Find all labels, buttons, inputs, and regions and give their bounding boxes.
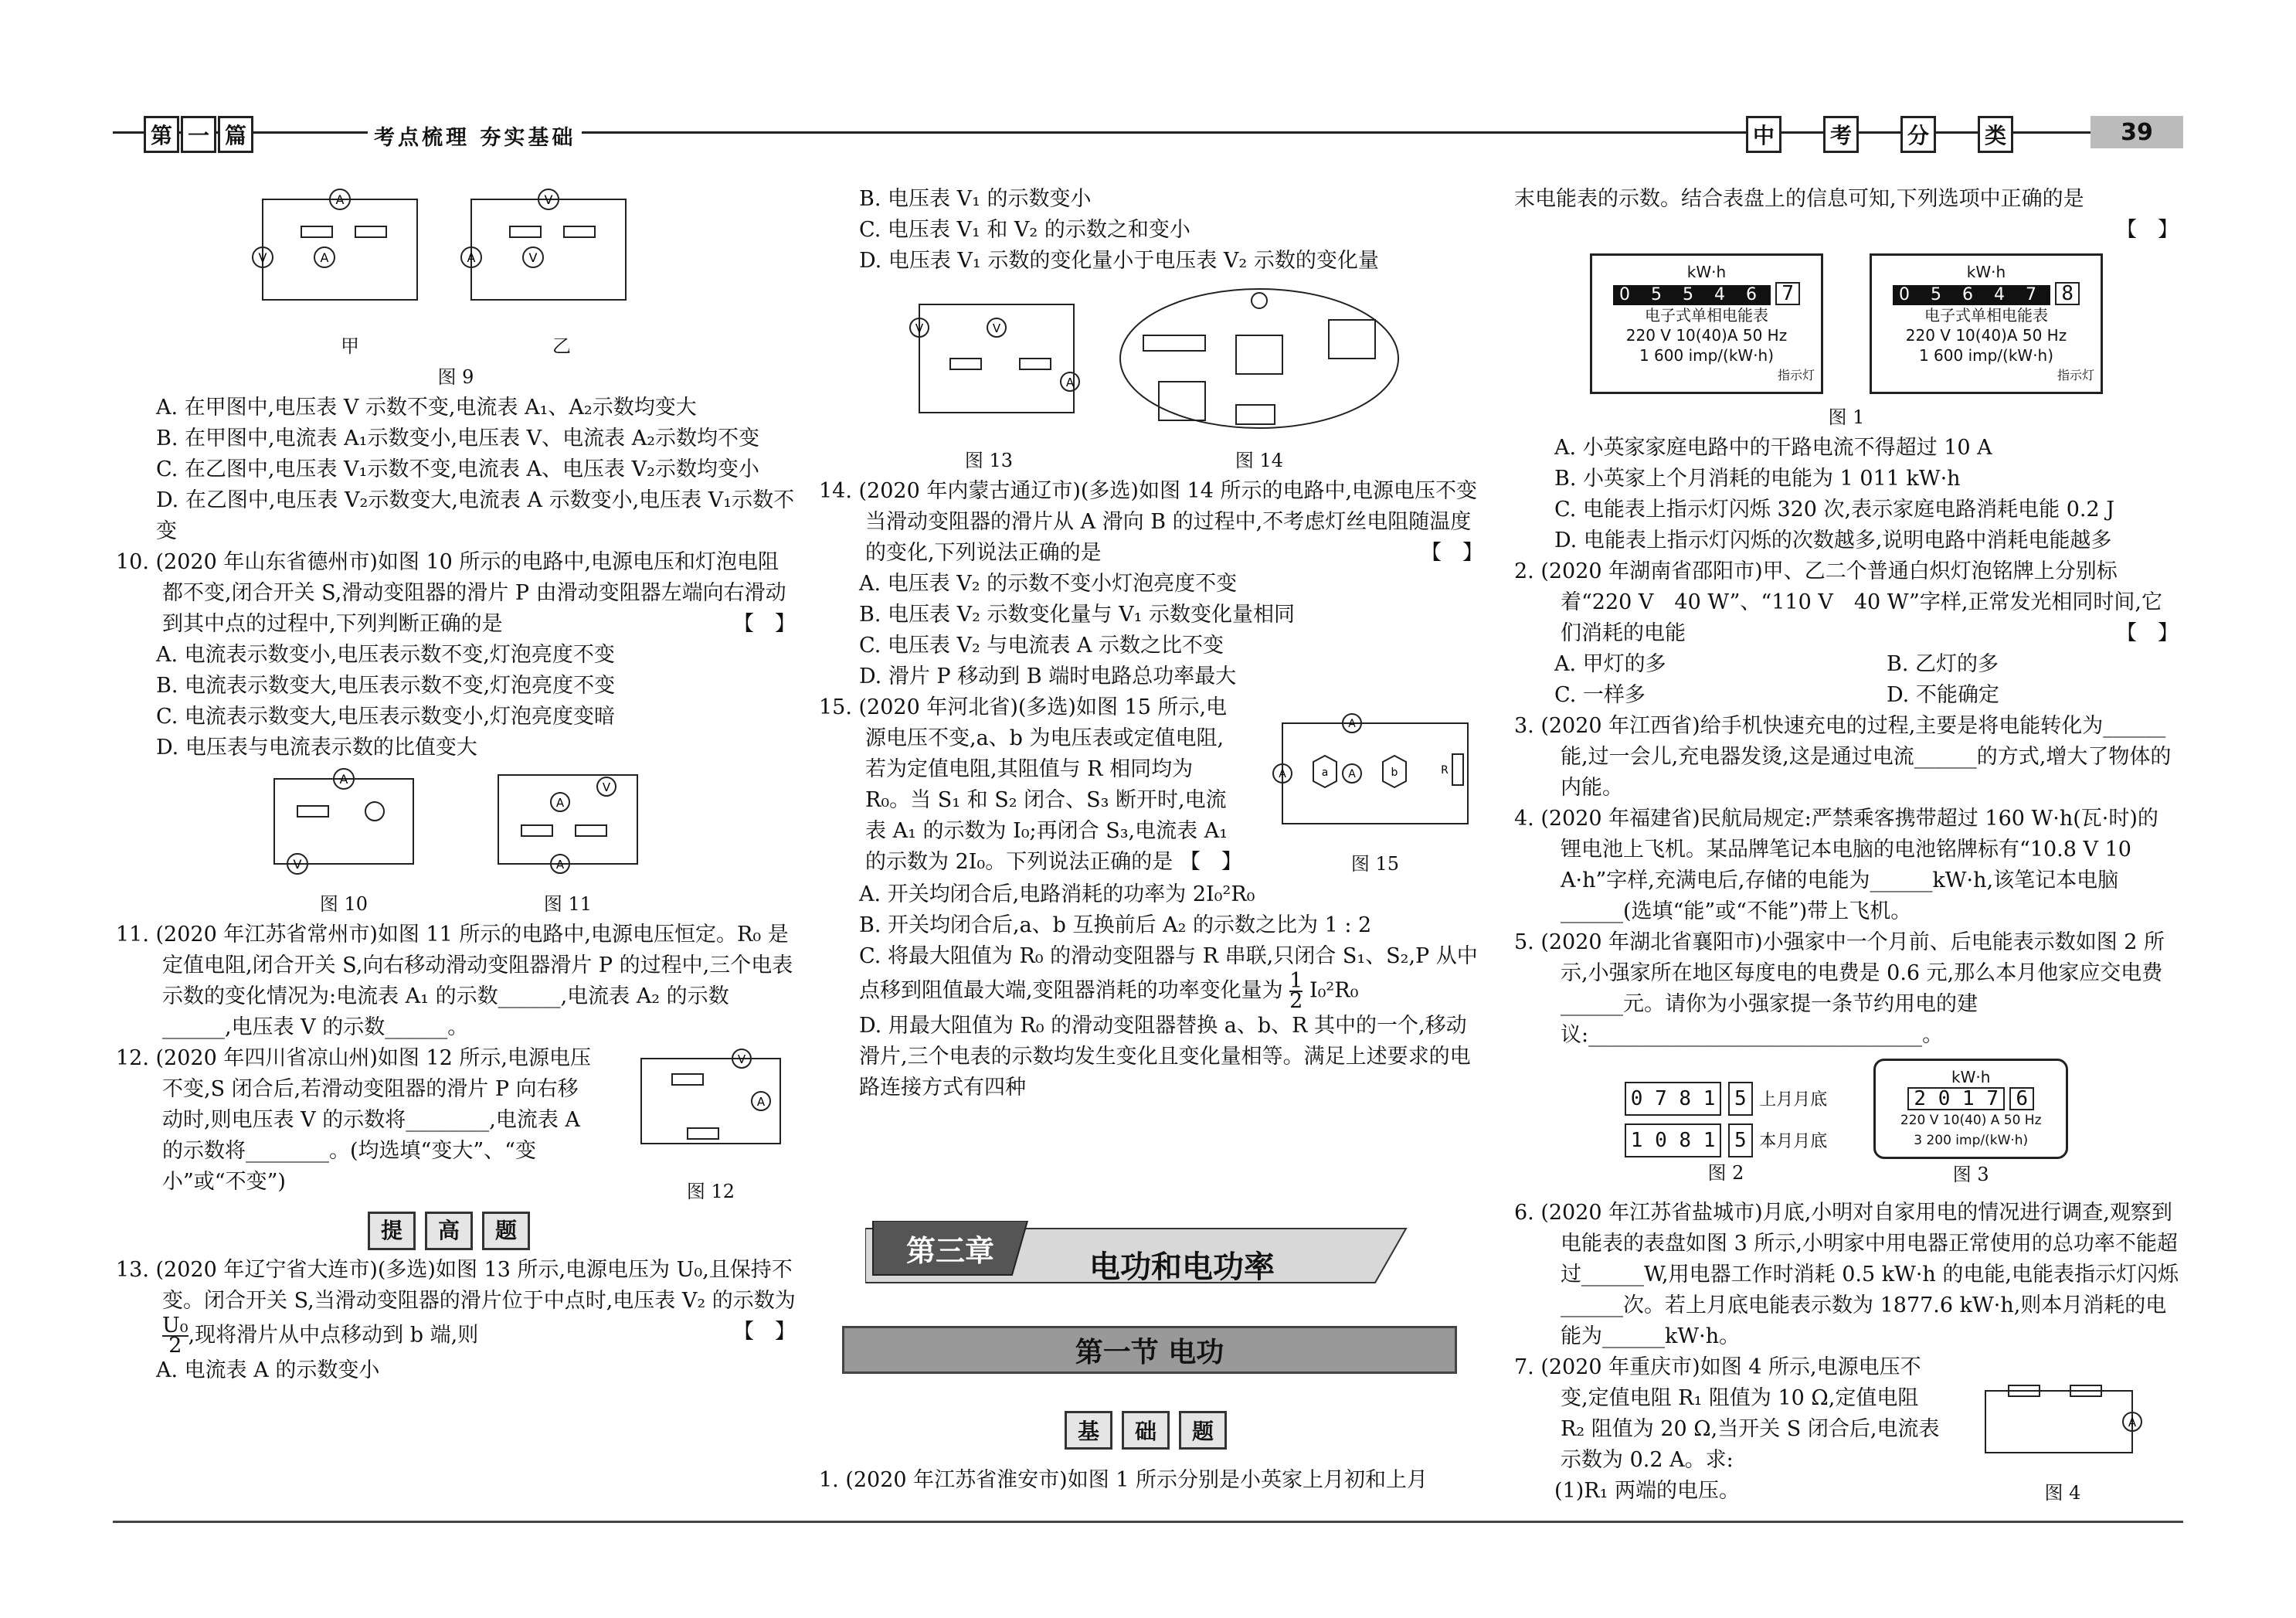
- figures-13-14: [819, 281, 1483, 476]
- figure-1-caption: 图 1: [1828, 406, 1865, 428]
- q13-option-a: A. 电流表 A 的示数变小: [156, 1358, 380, 1382]
- svg-text:V: V: [602, 780, 611, 794]
- q14-stem: 14. (2020 年内蒙古通辽市)(多选)如图 14 所示的电路中,电源电压不变当滑动变阻器的滑片从 A 滑向 B 的过程中,不考虑灯丝电阻随温度的变化,下列说法正确的是 【 】: [819, 479, 1483, 565]
- svg-text:R: R: [1441, 764, 1449, 777]
- q15-option-d: D. 用最大阻值为 R₀ 的滑动变阻器替换 a、b、R 其中的一个,移动滑片,三个电表的示数均发生变化且变化量相等。满足上述要求的电路连接方式有四种: [859, 1014, 1471, 1100]
- q11-text: 11. (2020 年江苏省常州市)如图 11 所示的电路中,电源电压恒定。R₀ 是定值电阻,闭合开关 S,向右移动滑动变阻器滑片 P 的过程中,三个电表示数的变化情况为:电流表 A₁ 的示数______,电流表 A₂ 的示数______,电压表 V 的示数______。: [116, 923, 793, 1039]
- section-title: 第一节 电功: [842, 1326, 1457, 1374]
- chapter-number: 第三章: [905, 1234, 994, 1268]
- figure-13-circuit: [896, 281, 1082, 436]
- q10-option-b: B. 电流表示数变大,电压表示数不变,灯泡亮度不变: [156, 674, 616, 698]
- q15-block: [819, 692, 1483, 879]
- right-column: [1514, 184, 2179, 1508]
- svg-text:A: A: [1348, 718, 1356, 730]
- figure-11-circuit: [491, 763, 645, 879]
- badge-jichu: 基 础 题: [1060, 1411, 1231, 1450]
- svg-text:A: A: [756, 1095, 766, 1109]
- q1-stem-continued: 末电能表的示数。结合表盘上的信息可知,下列选项中正确的是: [1514, 187, 2084, 211]
- q4-text: 4. (2020 年福建省)民航局规定:严禁乘客携带超过 160 W·h(瓦·时)的锂电池上飞机。某品牌笔记本电脑的电池铭牌标有“10.8 V 10 A·h”字样,充满电后,存储的电能为______kW·h,该笔记本电脑______(选填“能”或“不能”)带上飞机。: [1514, 807, 2158, 923]
- q7-text: 7. (2020 年重庆市)如图 4 所示,电源电压不变,定值电阻 R₁ 阻值为 10 Ω,定值电阻 R₂ 阻值为 20 Ω,当开关 S 闭合后,电流表示数为 0.2 A。求:: [1514, 1355, 1940, 1472]
- q9-option-b: B. 在甲图中,电流表 A₁示数变小,电压表 V、电流表 A₂示数均不变: [156, 427, 760, 450]
- q1-bracket: 【 】: [2116, 218, 2179, 242]
- header-subtitle: 考点梳理 夯实基础: [368, 121, 582, 151]
- figure-2: 0 7 8 1 5 上月月底 1 0 8 1 5 本月月底 图 2: [1625, 1059, 1827, 1190]
- figure-12-circuit: [626, 1043, 796, 1167]
- figure-15-circuit: [1267, 708, 1483, 839]
- q3-text: 3. (2020 年江西省)给手机快速充电的过程,主要是将电能转化为______能,过一会儿,充电器发烫,这是通过电流______的方式,增大了物体的内能。: [1514, 714, 2172, 800]
- svg-text:A: A: [467, 250, 476, 265]
- svg-text:A: A: [335, 192, 345, 207]
- svg-text:V: V: [258, 250, 267, 265]
- footer-rule: [113, 1521, 2183, 1523]
- q10-option-c: C. 电流表示数变大,电压表示数变小,灯泡亮度变暗: [156, 705, 616, 729]
- svg-text:A: A: [2128, 1416, 2137, 1429]
- figure-4-circuit: [1970, 1368, 2155, 1468]
- header-right-box-4: 类: [1978, 116, 2013, 153]
- q5-text: 5. (2020 年湖北省襄阳市)小强家中一个月前、后电能表示数如图 2 所示,小强家所在地区每度电的电费是 0.6 元,那么本月他家应交电费______元。请你为小强家提一条节约用电的建议:________________________________。: [1514, 930, 2165, 1047]
- q14-option-b: B. 电压表 V₂ 示数变化量与 V₁ 示数变化量相同: [859, 603, 1295, 627]
- q13-stem: 13. (2020 年辽宁省大连市)(多选)如图 13 所示,电源电压为 U₀,且保持不变。闭合开关 S,当滑动变阻器的滑片位于中点时,电压表 V₂ 的示数为 $\frac{\text{U₀}}{2}$ ,现将滑片从中点移动到 b 端,则 【 】: [116, 1258, 796, 1358]
- svg-text:A: A: [1279, 768, 1286, 780]
- middle-column: [819, 184, 1483, 1103]
- figure-4-caption: 图 4: [2044, 1482, 2081, 1504]
- q1-option-a: A. 小英家家庭电路中的干路电流不得超过 10 A: [1554, 436, 1992, 460]
- q14-option-d: D. 滑片 P 移动到 B 端时电路总功率最大: [859, 665, 1237, 688]
- svg-text:a: a: [1321, 767, 1329, 779]
- page-header: [113, 116, 2183, 150]
- q10-option-d: D. 电压表与电流表示数的比值变大: [156, 736, 477, 760]
- header-right-box-1: 中: [1746, 116, 1781, 153]
- header-box-1: 第: [144, 116, 179, 153]
- header-box-2: 一: [181, 116, 216, 153]
- q9-option-a: A. 在甲图中,电压表 V 示数不变,电流表 A₁、A₂示数均变大: [156, 396, 697, 420]
- figure-9-labels: [116, 331, 796, 362]
- q1-stem: 1. (2020 年江苏省淮安市)如图 1 所示分别是小英家上月初和上月: [819, 1468, 1428, 1492]
- page-number: 39: [2091, 116, 2183, 148]
- q9-option-d: D. 在乙图中,电压表 V₂示数变大,电流表 A 示数变小,电压表 V₁示数不变: [156, 488, 795, 543]
- figure-1-meters: [1514, 253, 2179, 394]
- q15-option-a: A. 开关均闭合后,电路消耗的功率为 2I₀²R₀: [859, 882, 1255, 906]
- figure-14-caption: 图 14: [1235, 450, 1284, 471]
- figure-12-caption: 图 12: [686, 1181, 735, 1202]
- header-box-3: 篇: [218, 116, 253, 153]
- svg-text:V: V: [737, 1052, 746, 1066]
- figure-10-caption: 图 10: [319, 893, 369, 915]
- q2-stem: 2. (2020 年湖南省邵阳市)甲、乙二个普通白炽灯泡铭牌上分别标着“220 V 40 W”、“110 V 40 W”字样,正常发光相同时间,它们消耗的电能 【 】: [1514, 559, 2179, 645]
- figure-15-caption: 图 15: [1350, 853, 1400, 875]
- q10-option-a: A. 电流表示数变小,电压表示数不变,灯泡亮度不变: [156, 643, 615, 667]
- q7-block: [1514, 1352, 2179, 1508]
- figure-3: kW·h 2 0 1 7 6 220 V 10(40) A 50 Hz 3 200 imp/(kW·h) 图 3: [1873, 1059, 2068, 1190]
- q1-option-b: B. 小英家上个月消耗的电能为 1 011 kW·h: [1554, 467, 1961, 491]
- chapter-banner: [865, 1221, 1421, 1290]
- q15-stem: 15. (2020 年河北省)(多选)如图 15 所示,电源电压不变,a、b 为电压表或定值电阻,若为定值电阻,其阻值与 R 相同均为 R₀。当 S₁ 和 S₂ 闭合、S₃ 断开时,电流表 A₁ 的示数为 I₀;再闭合 S₃,电流表 A₁ 的示数为 2I₀。下列说法正确的是 【 】: [819, 695, 1242, 874]
- meter-end-of-month: kW·h 0 5 6 4 7 8 电子式单相电能表 220 V 10(40)A 50 Hz 1 600 imp/(kW·h) 指示灯: [1870, 253, 2103, 394]
- svg-text:A: A: [1065, 376, 1075, 389]
- q6-text: 6. (2020 年江苏省盐城市)月底,小明对自家用电的情况进行调查,观察到电能表的表盘如图 3 所示,小明家中用电器正常使用的总功率不能超过______W,用电器工作时消耗 0.5 kW·h 的电能,电能表指示灯闪烁______次。若上月底电能表示数为 1877.6 kW·h,则本月消耗的电能为______kW·h。: [1514, 1201, 2179, 1348]
- q14-option-c: C. 电压表 V₂ 与电流表 A 示数之比不变: [859, 634, 1224, 658]
- header-right-box-2: 考: [1823, 116, 1859, 153]
- q13-option-d: D. 电压表 V₁ 示数的变化量小于电压表 V₂ 示数的变化量: [859, 249, 1379, 273]
- svg-text:V: V: [528, 250, 538, 265]
- svg-text:b: b: [1391, 767, 1398, 779]
- q9-option-c: C. 在乙图中,电压表 V₁示数不变,电流表 A、电压表 V₂示数均变小: [156, 457, 759, 481]
- q1-option-d: D. 电能表上指示灯闪烁的次数越多,说明电路中消耗电能越多: [1554, 529, 2112, 552]
- figure-13-caption: 图 13: [964, 450, 1014, 471]
- figure-10-circuit: [267, 763, 421, 879]
- q14-option-a: A. 电压表 V₂ 的示数不变小灯泡亮度不变: [859, 572, 1238, 596]
- svg-text:V: V: [293, 857, 302, 872]
- figures-10-11: [116, 763, 796, 919]
- figure-9-circuits: [239, 184, 672, 331]
- figure-14-apparatus: [1112, 281, 1406, 436]
- q15-option-c: C. 将最大阻值为 R₀ 的滑动变阻器与 R 串联,只闭合 S₁、S₂,P 从中点移到阻值最大端,变阻器消耗的功率变化量为 $\frac{1}{2}$ I₀²R₀: [859, 944, 1478, 1013]
- q15-option-b: B. 开关均闭合后,a、b 互换前后 A₂ 的示数之比为 1 : 2: [859, 913, 1372, 937]
- svg-text:V: V: [992, 321, 1001, 335]
- svg-text:A: A: [339, 772, 348, 787]
- chapter-title: 电功和电功率: [1089, 1249, 1275, 1285]
- figure-9-caption: 图 9: [437, 366, 474, 388]
- svg-text:A: A: [555, 858, 565, 872]
- svg-text:V: V: [915, 321, 924, 335]
- badge-tigao: 提 高 题: [116, 1212, 796, 1250]
- figures-2-3: [1514, 1059, 2179, 1190]
- q12-text: 12. (2020 年四川省凉山州)如图 12 所示,电源电压不变,S 闭合后,若滑动变阻器的滑片 P 向右移动时,则电压表 V 的示数将________,电流表 A 的示数将________。(均选填“变大”、“变小”或“不变”): [116, 1046, 591, 1194]
- svg-text:A: A: [1348, 768, 1356, 780]
- figure-9-label-jia: 甲: [341, 335, 359, 357]
- q2-options-row-1: A. 甲灯的多 B. 乙灯的多: [1554, 652, 1999, 676]
- q2-options-row-2: C. 一样多 D. 不能确定: [1554, 683, 1999, 707]
- meter-start-of-month: kW·h 0 5 5 4 6 7 电子式单相电能表 220 V 10(40)A 50 Hz 1 600 imp/(kW·h) 指示灯: [1590, 253, 1823, 394]
- q13-option-c: C. 电压表 V₁ 和 V₂ 的示数之和变小: [859, 218, 1190, 242]
- q1-option-c: C. 电能表上指示灯闪烁 320 次,表示家庭电路消耗电能 0.2 J: [1554, 498, 2115, 522]
- q7-sub-1: (1)R₁ 两端的电压。: [1554, 1479, 1740, 1503]
- header-right-box-3: 分: [1900, 116, 1936, 153]
- figure-9-label-yi: 乙: [552, 335, 571, 357]
- svg-text:A: A: [320, 250, 329, 265]
- svg-text:V: V: [544, 192, 553, 207]
- q10-stem: 10. (2020 年山东省德州市)如图 10 所示的电路中,电源电压和灯泡电阻都不变,闭合开关 S,滑动变阻器的滑片 P 由滑动变阻器左端向右滑动到其中点的过程中,下列判断正确的是 【 】: [116, 550, 796, 636]
- svg-text:A: A: [555, 796, 565, 810]
- q12-block: [116, 1043, 796, 1207]
- left-column: [116, 184, 796, 1386]
- figure-11-caption: 图 11: [543, 893, 593, 915]
- q13-option-b: B. 电压表 V₁ 的示数变小: [859, 187, 1092, 211]
